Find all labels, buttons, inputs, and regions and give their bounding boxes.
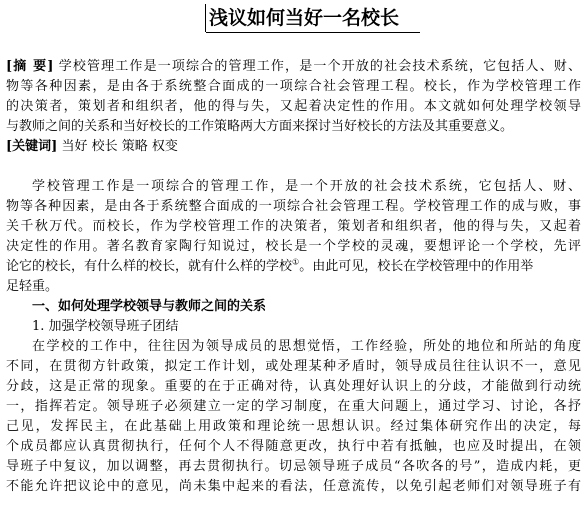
keywords-label: [关键词] xyxy=(6,139,58,154)
abstract-text-1: 学校管理工作是一项综合的管理工作，是一个开放的社会技术系统，它包括人、财、 xyxy=(58,59,581,74)
abstract-line-2: 物等各种因素，是由各于系统整合面成的一项综合社会管理工程。校长，作为学校管理工作 xyxy=(6,79,581,94)
body-line-4: 决定性的作用。著名教育家陶行知说过，校长是一个学校的灵魂，要想评论一个学校，先评 xyxy=(6,239,581,254)
footnote-mark: ① xyxy=(292,257,300,267)
body-line-1: 学校管理工作是一项综合的管理工作，是一个开放的社会技术系统，它包括人、财、 xyxy=(32,179,581,194)
keywords-text: 当好 校长 策略 权变 xyxy=(61,139,178,154)
para-line-5: 己见，发挥民主，在此基础上用政策和理论统一思想认识。经过集体研究作出的决定，每 xyxy=(6,419,581,434)
abstract-line-4: 与教师之间的关系和当好校长的工作策略两大方面来探讨当好校长的方法及其重要意义。 xyxy=(6,119,514,134)
subsection-heading-1: 1. 加强学校领导班子团结 xyxy=(32,319,179,334)
body-line-3: 关千秋万代。而校长，作为学校管理工作的决策者，策划者和组织者，他的得与失，又起着 xyxy=(6,219,581,234)
para-line-2: 不同，在贯彻方针政策，拟定工作计划，或处理某种矛盾时，领导成员往往认识不一，意见 xyxy=(6,359,581,374)
body-line-6: 足轻重。 xyxy=(6,279,59,294)
para-line-7: 导班子中复议，加以调整，再去贯彻执行。切忌领导班子成员“各吹各的号”，造成内耗，更 xyxy=(6,459,581,474)
section-heading-1: 一、如何处理学校领导与教师之间的关系 xyxy=(32,299,267,314)
abstract-label: [摘 要] xyxy=(6,59,54,74)
para-line-1: 在学校的工作中，往往因为领导成员的思想觉悟，工作经验，所处的地位和所站的角度 xyxy=(32,339,581,354)
abstract-line-1 xyxy=(6,57,581,77)
body-line-2: 物等各种因素，是由各于系统整合面成的一项综合社会管理工程。学校管理工作的成与败，事 xyxy=(6,199,581,214)
body-line-5-head: 论它的校长，有什么样的校长，就有什么样的学校 xyxy=(6,259,293,274)
keywords-line xyxy=(6,137,581,157)
para-line-4: 一，指挥若定。领导班子必须建立一定的学习制度，在重大问题上，通过学习、讨论，各抒 xyxy=(6,399,581,414)
title-underline xyxy=(206,32,420,33)
body-line-5-tail: 。由此可见，校长在学校管理中的作用举 xyxy=(299,259,534,274)
page-title: 浅议如何当好一名校长 xyxy=(205,4,429,32)
para-line-6: 个成员都应认真贯彻执行，任何个人不得随意更改，执行中若有抵触，也应及时提出，在领 xyxy=(6,439,581,454)
para-line-3: 分歧，这是正常的现象。重要的在于正确对待，认真处理好认识上的分歧，才能做到行动统 xyxy=(6,379,581,394)
body-line-5 xyxy=(6,257,581,277)
abstract-line-3: 的决策者，策划者和组织者，他的得与失，又起着决定性的作用。本文就如何处理学校领导 xyxy=(6,99,581,114)
para-line-8: 不能允许把议论中的意见，尚未集中起来的看法，任意流传，以免引起老师们对领导班子有 xyxy=(6,479,581,494)
